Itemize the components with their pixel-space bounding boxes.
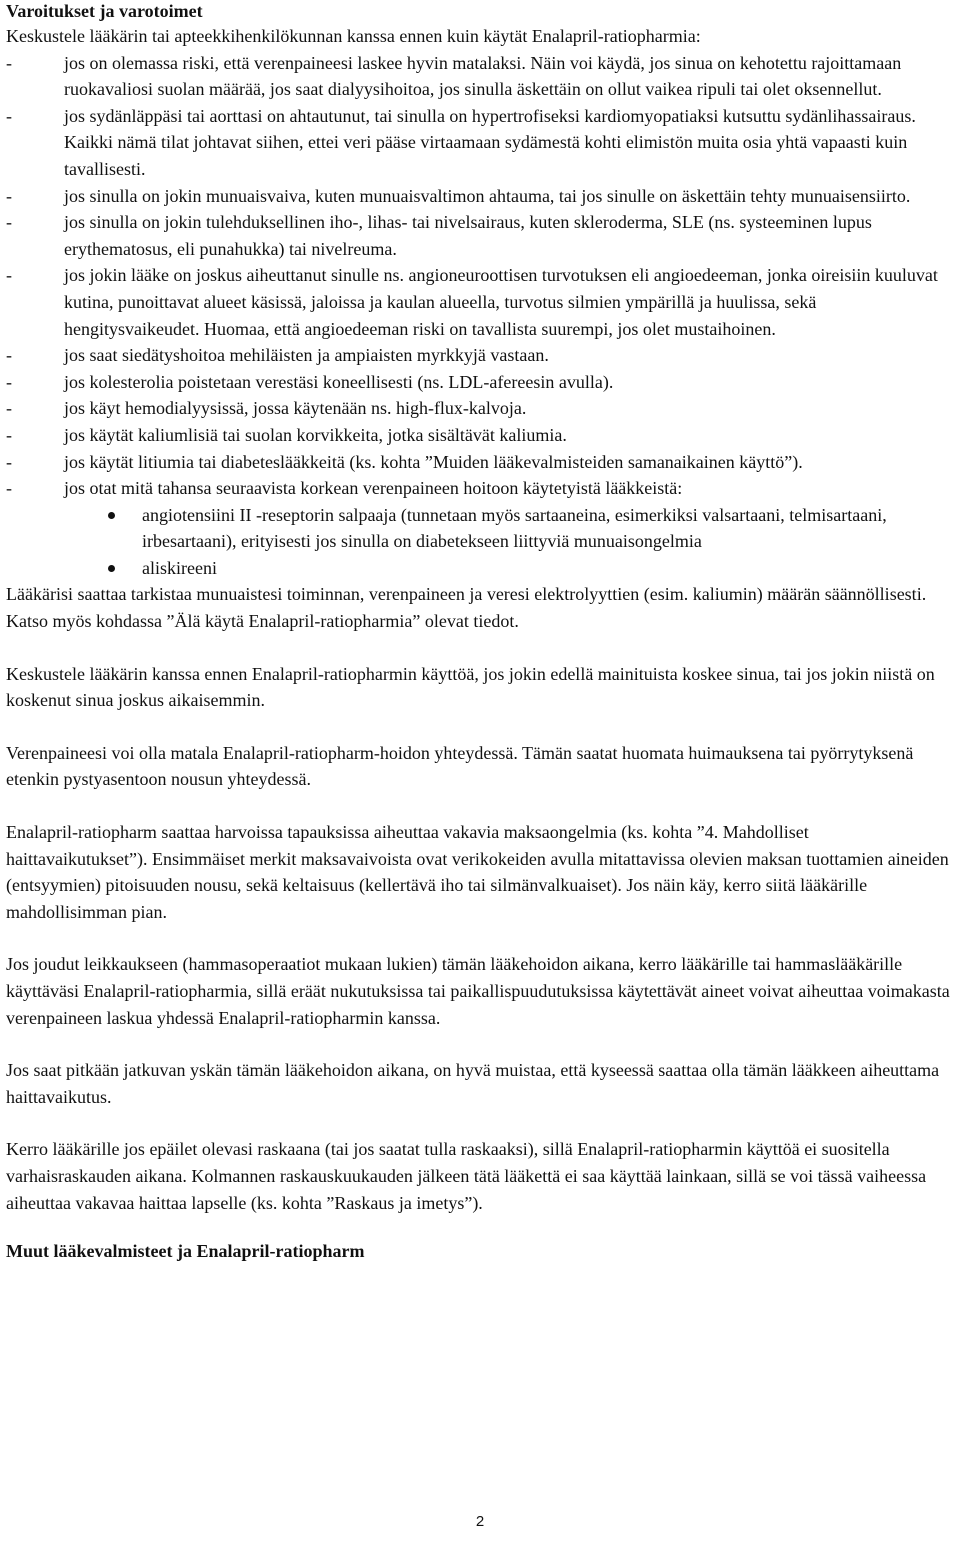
list-item-text: jos sydänläppäsi tai aorttasi on ahtautunut, tai sinulla on hypertrofiseksi kardiomyopatiaksi kutsuttu sydänlihassairaus. Kaikki nämä tilat johtavat siihen, ettei veri pääse virtaamaan sydämestä kohti elimistön muita osia yhtä vapaasti kuin tavallisesti. bbox=[64, 105, 916, 179]
list-item bbox=[6, 369, 954, 396]
list-item-text: jos saat siedätyshoitoa mehiläisten ja ampiaisten myrkkyjä vastaan. bbox=[64, 345, 549, 366]
medicines-list bbox=[6, 502, 954, 582]
see-also-text: Katso myös kohdassa ”Älä käytä Enalapril-ratiopharmia” olevat tiedot. bbox=[6, 611, 519, 632]
list-item-text: angiotensiini II -reseptorin salpaaja (tunnetaan myös sartaaneina, esimerkiksi valsartaani, telmisartaani, irbesartaani), erityisesti jos sinulla on diabetekseen liittyviä munuaisongelmia bbox=[142, 504, 887, 552]
paragraph: Jos saat pitkään jatkuvan yskän tämän lääkehoidon aikana, on hyvä muistaa, että kyseessä saattaa olla tämän lääkkeen aiheuttama haittavaikutus. bbox=[6, 1060, 940, 1107]
list-item-text: jos käytät litiumia tai diabeteslääkkeitä (ks. kohta ”Muiden lääkevalmisteiden samanaikainen käyttö”). bbox=[64, 451, 803, 472]
bullet-icon bbox=[108, 512, 115, 519]
dash-marker: - bbox=[6, 371, 12, 392]
paragraph: Verenpaineesi voi olla matala Enalapril-ratiopharm-hoidon yhteydessä. Tämän saatat huomata huimauksena tai pyörrytyksenä etenkin pystyasentoon nousun yhteydessä. bbox=[6, 742, 914, 790]
section-heading: Varoitukset ja varotoimet bbox=[6, 1, 203, 21]
dash-marker: - bbox=[6, 105, 12, 126]
list-item-text: jos jokin lääke on joskus aiheuttanut sinulle ns. angioneuroottisen turvotuksen eli angioedeeman, jonka oireisiin kuuluvat kutina, punoittavat alueet käsissä, jaloissa ja kaulan alueella, turvotus silmien ympärillä ja huulissa, sekä hengitysvaikeudet. Huomaa, että angioedeeman riski on tavallista suurempi, jos olet mustaihoinen. bbox=[64, 265, 938, 339]
intro-text: Keskustele lääkärin tai apteekkihenkilökunnan kanssa ennen kuin käytät Enalapril-ratiopharmia: bbox=[6, 26, 701, 46]
list-item-text: jos käyt hemodialyysissä, jossa käytenään ns. high-flux-kalvoja. bbox=[64, 398, 527, 419]
dash-marker: - bbox=[6, 185, 12, 206]
list-item bbox=[6, 555, 954, 582]
list-item bbox=[6, 342, 954, 369]
dash-marker: - bbox=[6, 478, 12, 499]
dash-marker: - bbox=[6, 345, 12, 366]
list-item bbox=[6, 183, 954, 210]
dash-marker: - bbox=[6, 212, 12, 233]
list-item bbox=[6, 449, 954, 476]
list-item-text: jos sinulla on jokin munuaisvaiva, kuten munuaisvaltimon ahtauma, tai jos sinulle on äskettäin tehty munuaisensiirto. bbox=[64, 185, 911, 206]
conditions-list bbox=[6, 50, 954, 582]
document-page bbox=[6, 0, 954, 1265]
next-section-heading: Muut lääkevalmisteet ja Enalapril-ratiopharm bbox=[6, 1241, 365, 1262]
list-item-text: jos käytät kaliumlisiä tai suolan korvikkeita, jotka sisältävät kaliumia. bbox=[64, 424, 567, 445]
list-item-text: jos otat mitä tahansa seuraavista korkean verenpaineen hoitoon käytetyistä lääkkeistä: bbox=[64, 478, 683, 499]
list-item-text: aliskireeni bbox=[142, 557, 217, 578]
page-number: 2 bbox=[475, 1513, 485, 1530]
list-item bbox=[6, 422, 954, 449]
list-item-text: jos sinulla on jokin tulehduksellinen iho-, lihas- tai nivelsairaus, kuten skleroderma, SLE (ns. systeeminen lupus erythematosus, eli punahukka) tai nivelreuma. bbox=[64, 212, 872, 259]
list-item bbox=[6, 262, 954, 342]
paragraph: Enalapril-ratiopharm saattaa harvoissa tapauksissa aiheuttaa vakavia maksaongelmia (ks. kohta ”4. Mahdolliset haittavaikutukset”). Ensimmäiset merkit maksavaivoista ovat verikokeiden avulla mitattavissa olevien maksan tuottamien aineiden (entsyymien) pitoisuuden nousu, sekä keltaisuus (kellertävä iho tai silmänvalkuaiset). Jos näin käy, kerro siitä lääkärille mahdollisimman pian. bbox=[6, 822, 949, 922]
monitoring-text: Lääkärisi saattaa tarkistaa munuaistesi toiminnan, verenpaineen ja veresi elektrolyyttien (esim. kaliumin) määrän säännöllisesti. bbox=[6, 584, 927, 605]
dash-marker: - bbox=[6, 424, 12, 445]
dash-marker: - bbox=[6, 398, 12, 419]
paragraph: Kerro lääkärille jos epäilet olevasi raskaana (tai jos saatat tulla raskaaksi), sillä Enalapril-ratiopharmin käyttöä ei suositella varhaisraskauden aikana. Kolmannen raskauskuukauden jälkeen tätä lääkettä ei saa käyttää lainkaan, sillä se voi tässä vaiheessa aiheuttaa vakavaa haittaa lapselle (ks. kohta ”Raskaus ja imetys”). bbox=[6, 1139, 927, 1213]
list-item bbox=[6, 475, 954, 581]
dash-marker: - bbox=[6, 52, 12, 73]
list-item-text: jos on olemassa riski, että verenpaineesi laskee hyvin matalaksi. Näin voi käydä, jos sinua on kehotettu rajoittamaan ruokavaliosi suolan määrää, jos saat dialyysihoitoa, jos sinulla äskettäin on ollut vaikea ripuli tai olet oksennellut. bbox=[64, 52, 902, 100]
bullet-icon bbox=[108, 565, 115, 572]
list-item bbox=[6, 209, 954, 262]
paragraph: Keskustele lääkärin kanssa ennen Enalapril-ratiopharmin käyttöä, jos jokin edellä mainituista koskee sinua, tai jos jokin niistä on koskenut sinua joskus aikaisemmin. bbox=[6, 663, 935, 711]
dash-marker: - bbox=[6, 451, 12, 472]
dash-marker: - bbox=[6, 265, 12, 286]
paragraph: Jos joudut leikkaukseen (hammasoperaatiot mukaan lukien) tämän lääkehoidon aikana, kerro lääkärille tai hammaslääkärille käyttäväsi Enalapril-ratiopharmia, sillä eräät nukutuksissa tai paikallispuudutuksissa käytettävät aineet voivat aiheuttaa voimakasta verenpaineen laskua yhdessä Enalapril-ratiopharmin kanssa. bbox=[6, 954, 950, 1028]
list-item bbox=[6, 50, 954, 103]
list-item-text: jos kolesterolia poistetaan verestäsi koneellisesti (ns. LDL-afereesin avulla). bbox=[64, 371, 614, 392]
list-item bbox=[6, 502, 954, 555]
list-item bbox=[6, 103, 954, 183]
list-item bbox=[6, 395, 954, 422]
